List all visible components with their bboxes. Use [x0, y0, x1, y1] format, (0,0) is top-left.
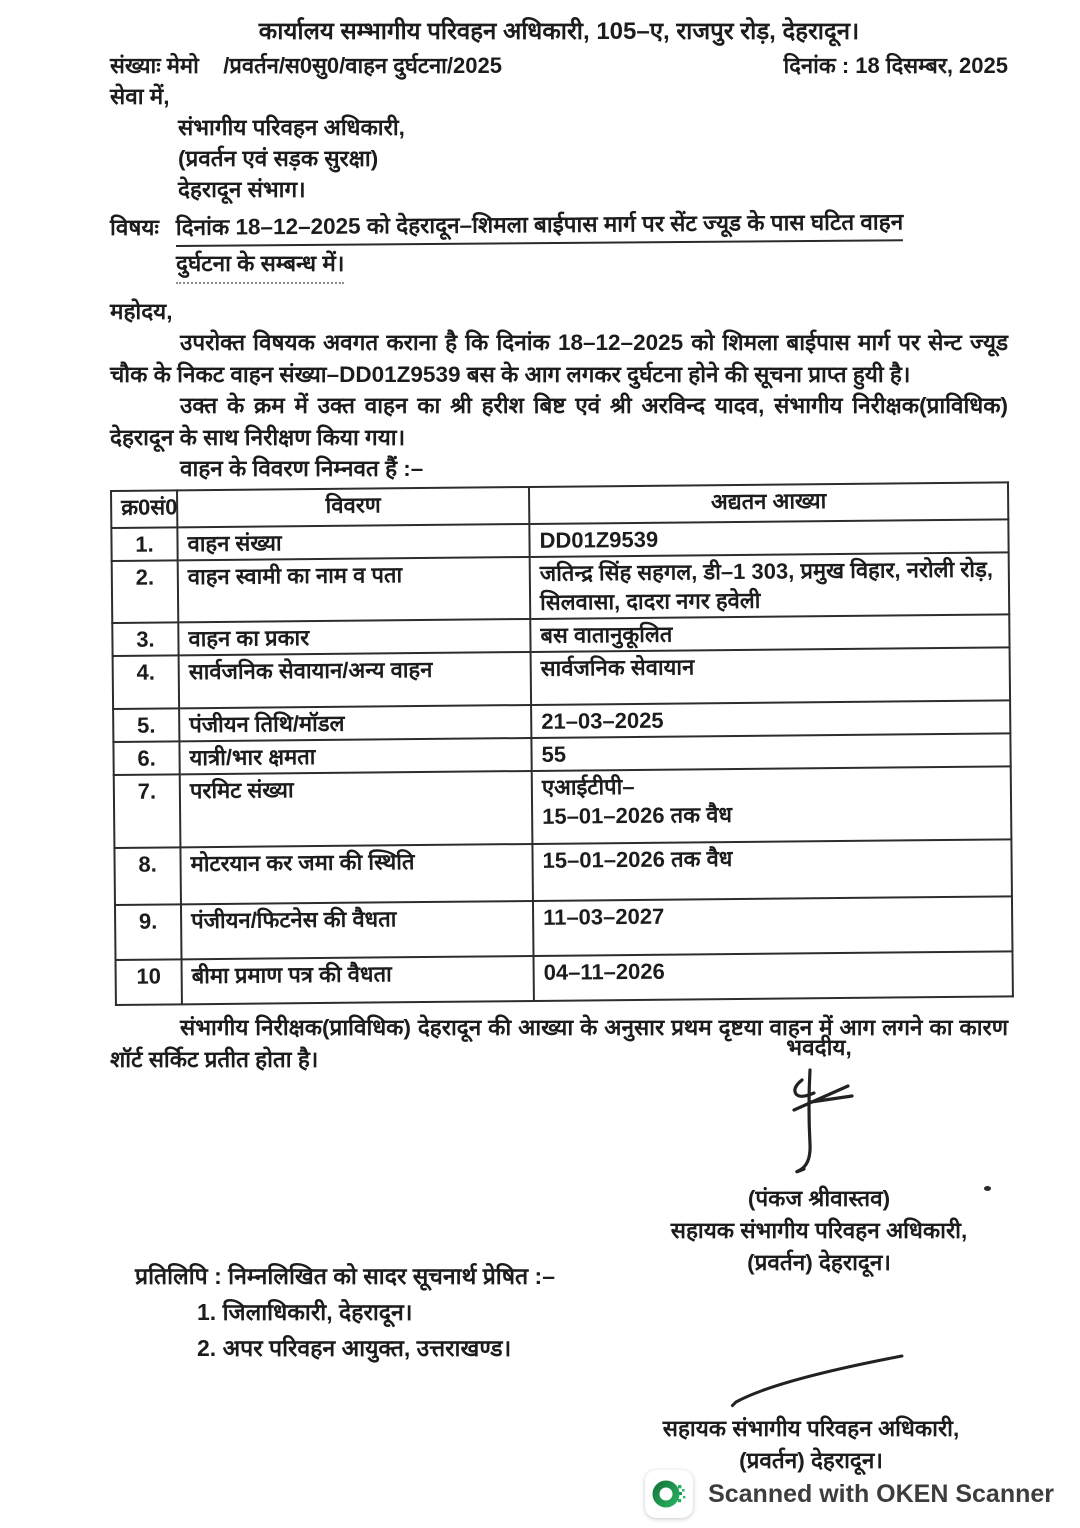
table-row — [116, 951, 1013, 1005]
memo-number: संख्याः मेमो /प्रवर्तन/स0सु0/वाहन दुर्घटना/2025 — [110, 53, 502, 78]
scanner-footer — [645, 1470, 1054, 1518]
date-line: दिनांक : 18 दिसम्बर, 2025 — [783, 53, 1008, 78]
addressee-line: (प्रवर्तन एवं सड़क सुरक्षा) — [178, 146, 379, 171]
vehicle-details-table — [110, 481, 1014, 1006]
copy-item: 1. जिलाधिकारी, देहरादून। — [197, 1299, 413, 1325]
row-value-line: 15–01–2026 तक वैध — [542, 802, 733, 829]
table-row — [113, 647, 1010, 709]
second-signatory-title: (प्रवर्तन) देहरादून। — [739, 1448, 883, 1473]
row-serial: 1. — [111, 527, 177, 561]
row-value: बस वातानुकूलित — [530, 614, 1009, 652]
row-label: वाहन का प्रकार — [178, 619, 530, 655]
addressee-line: देहरादून संभाग। — [178, 177, 306, 202]
subject-line-1: दिनांक 18–12–2025 को देहरादून–शिमला बाईपास मार्ग पर सेंट ज्यूड के पास घटित वाहन — [176, 205, 904, 247]
row-label: वाहन संख्या — [177, 524, 529, 560]
header-detail: विवरण — [177, 487, 529, 527]
header-report: अद्यतन आख्या — [529, 482, 1008, 524]
row-label: परमिट संख्या — [180, 771, 533, 847]
row-value: 11–03–2027 — [533, 896, 1013, 956]
row-value: सार्वजनिक सेवायान — [531, 647, 1010, 705]
addressee-block — [178, 112, 1008, 205]
vehicle-details-table-wrap — [110, 481, 1013, 1006]
copy-heading: प्रतिलिपि : निम्नलिखित को सादर सूचनार्थ प्रेषित :– — [135, 1263, 556, 1289]
row-value: 04–11–2026 — [533, 951, 1012, 1001]
row-value: DD01Z9539 — [529, 519, 1008, 557]
copy-item: 2. अपर परिवहन आयुक्त, उत्तराखण्ड। — [197, 1335, 512, 1361]
signatory-title: (प्रवर्तन) देहरादून। — [747, 1250, 891, 1275]
scan-speck — [984, 1186, 991, 1191]
addressee-line: संभागीय परिवहन अधिकारी, — [178, 115, 405, 140]
row-serial: 8. — [114, 847, 181, 905]
subject-text — [176, 211, 1008, 284]
row-label: पंजीयन/फिटनेस की वैधता — [181, 901, 534, 959]
to-label: सेवा में, — [110, 84, 170, 109]
signatory-name: (पंकज श्रीवास्तव) — [747, 1186, 891, 1211]
table-row — [114, 839, 1012, 905]
row-serial: 6. — [113, 741, 179, 775]
row-serial: 4. — [113, 655, 180, 709]
table-row — [114, 766, 1012, 848]
regards-line: भवदीय, — [786, 1035, 852, 1060]
scanner-credit: Scanned with OKEN Scanner — [708, 1479, 1054, 1508]
row-label: बीमा प्रमाण पत्र की वैधता — [182, 956, 534, 1004]
row-serial: 10 — [116, 959, 182, 1005]
row-value: 55 — [531, 733, 1010, 771]
row-label: वाहन स्वामी का नाम व पता — [178, 557, 531, 622]
row-label: यात्री/भार क्षमता — [179, 738, 531, 774]
row-value — [532, 766, 1012, 844]
row-label: मोटरयान कर जमा की स्थिति — [180, 844, 533, 904]
row-value: जतिन्द्र सिंह सहगल, डी–1 303, प्रमुख विहार, नरोली रोड़, सिलवासा, दादरा नगर हवेली — [530, 552, 1010, 619]
header-serial: क्र0सं0 — [111, 490, 177, 528]
office-header: कार्यालय सम्भागीय परिवहन अधिकारी, 105–ए, राजपुर रोड़, देहरादून। — [258, 18, 860, 45]
signature-mark-icon — [624, 1066, 1014, 1187]
row-value: 15–01–2026 तक वैध — [532, 839, 1012, 901]
subject-line-2: दुर्घटना के सम्बन्ध में। — [176, 247, 344, 284]
body-paragraph-2: उक्त के क्रम में उक्त वाहन का श्री हरीश बिष्ट एवं श्री अरविन्द यादव, संभागीय निरीक्षक(प्राविधिक) देहरादून के साथ निरीक्षण किया गया। — [110, 393, 1008, 450]
signature-stroke-icon — [616, 1348, 1006, 1419]
row-value-line: एआईटीपी– — [541, 773, 635, 800]
row-serial: 2. — [112, 560, 179, 623]
row-serial: 9. — [115, 904, 182, 960]
row-serial: 5. — [113, 708, 179, 742]
subject-block — [110, 211, 1008, 284]
signatory-title: सहायक संभागीय परिवहन अधिकारी, — [670, 1218, 968, 1243]
body-paragraph-1: उपरोक्त विषयक अवगत कराना है कि दिनांक 18–12–2025 को शिमला बाईपास मार्ग पर सेन्ट ज्यूड चौक के निकट वाहन संख्या–DD01Z9539 बस के आग लगकर दुर्घटना होने की सूचना प्राप्त हुयी है। — [110, 330, 1008, 387]
second-signatory-title: सहायक संभागीय परिवहन अधिकारी, — [662, 1416, 960, 1441]
closing-paragraph: संभागीय निरीक्षक(प्राविधिक) देहरादून की आख्या के अनुसार प्रथम दृष्टया वाहन में आग लगने का कारण शॉर्ट सर्किट प्रतीत होता है। — [110, 1015, 1008, 1072]
memo-number-row — [110, 50, 1008, 82]
row-serial: 3. — [112, 622, 178, 656]
table-lead-line: वाहन के विवरण निम्नवत हैं :– — [180, 456, 424, 481]
row-value: 21–03–2025 — [531, 700, 1010, 738]
copy-to-block — [135, 1258, 555, 1366]
row-label: सार्वजनिक सेवायान/अन्य वाहन — [179, 652, 531, 708]
signature-block — [624, 1032, 1014, 1279]
row-serial: 7. — [114, 774, 181, 848]
copy-items — [197, 1294, 555, 1366]
salutation: महोदय, — [110, 299, 173, 324]
oken-scanner-logo-icon — [645, 1470, 693, 1518]
table-row — [112, 552, 1010, 623]
table-row — [115, 896, 1012, 960]
second-signature-block — [616, 1348, 1006, 1477]
row-label: पंजीयन तिथि/मॉडल — [179, 705, 531, 741]
subject-label: विषयः — [110, 215, 159, 240]
